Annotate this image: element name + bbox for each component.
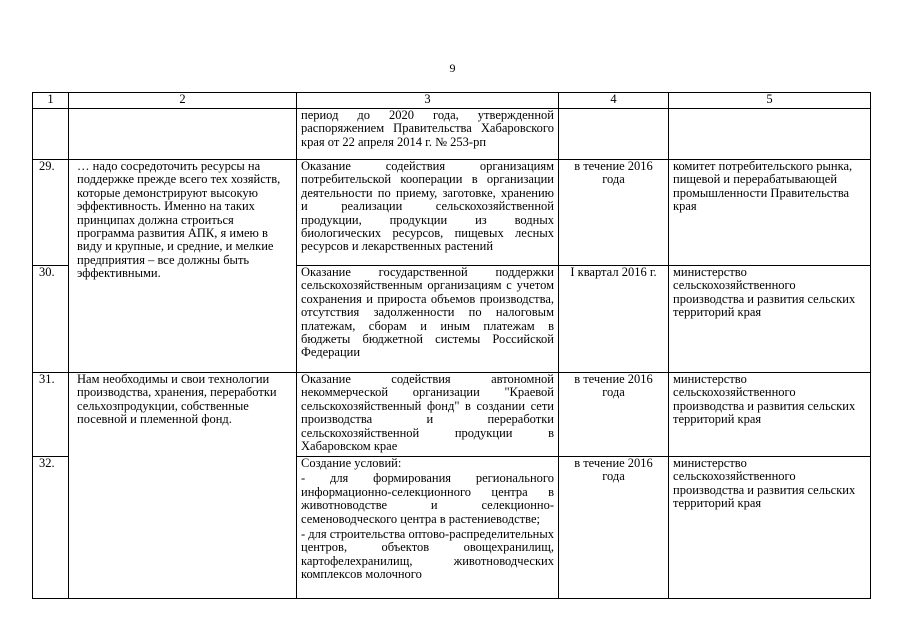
measure-list-item: - для строительства оптово-распределительных центров, объектов овощехранилищ, картофелехранилищ, животноводческих комплексов молочного [301,527,554,582]
measure-cell [297,266,559,373]
term-cell: в течение 2016 года [559,160,669,266]
column-header: 3 [297,93,559,109]
term-cell: в течение 2016 года [559,373,669,457]
address-quote: Нам необходимы и свои технологии производства, хранения, переработки сельхозпродукции, собственные посевной и племенной фонд. [69,373,297,599]
term-cell [559,109,669,160]
measure-text: период до 2020 года, утвержденной распоряжением Правительства Хабаровского края от 22 апреля 2014 г. № 253-рп [301,108,554,149]
page-number: 9 [449,61,456,75]
address-quote [69,109,297,160]
term-cell: в течение 2016 года [559,457,669,599]
measure-list-item: - для формирования регионального информационно-селекционного центра в животноводстве и селекционно-семеноводческого центра в растениеводстве; [301,471,554,526]
measure-text: Оказание содействия автономной некоммерческой организации "Краевой сельскохозяйственный фонд" в создании сети производства и переработки сельскохозяйственной продукции в Хабаровском крае [301,372,554,454]
measure-text: Оказание содействия организациям потребительской кооперации в организации деятельности по приему, заготовке, хранению и реализации сельскохозяйственной продукции, продукции из водных биологических ресурсов, пищевых лесных ресурсов и лекарственных растений [301,159,554,254]
table-header-row [33,93,871,109]
term-cell: I квартал 2016 г. [559,266,669,373]
row-number: 29. [33,160,69,266]
table-row [33,373,871,457]
column-header: 1 [33,93,69,109]
column-header: 2 [69,93,297,109]
row-number: 31. [33,373,69,457]
measure-text: Оказание государственной поддержки сельскохозяйственным организациям с учетом сохранения и прироста объемов производства, отсутствия задолженности по налоговым платежам, сборам и иным платежам в бюджеты бюджетной системы Российской Федерации [301,265,554,360]
table-row [33,109,871,160]
address-quote: … надо сосредоточить ресурсы на поддержке прежде всего тех хозяйств, которые демонстрируют высокую эффективность. Именно на таких принципах должна строиться программа развития АПК, я имею в виду и крупные, и средние, и мелкие предприятия – все должны быть эффективными. [69,160,297,373]
row-number: 32. [33,457,69,599]
measure-text: Создание условий: [301,456,402,470]
measure-cell [297,109,559,160]
row-number: 30. [33,266,69,373]
executor-cell: министерство сельскохозяйственного производства и развития сельских территорий края [669,373,871,457]
column-header: 4 [559,93,669,109]
measures-table [32,92,871,599]
executor-cell: комитет потребительского рынка, пищевой и перерабатывающей промышленности Правительства края [669,160,871,266]
executor-cell: министерство сельскохозяйственного производства и развития сельских территорий края [669,457,871,599]
column-header: 5 [669,93,871,109]
row-number [33,109,69,160]
executor-cell: министерство сельскохозяйственного производства и развития сельских территорий края [669,266,871,373]
executor-cell [669,109,871,160]
measure-cell [297,457,559,599]
measure-cell [297,373,559,457]
table-row [33,160,871,266]
measure-cell [297,160,559,266]
